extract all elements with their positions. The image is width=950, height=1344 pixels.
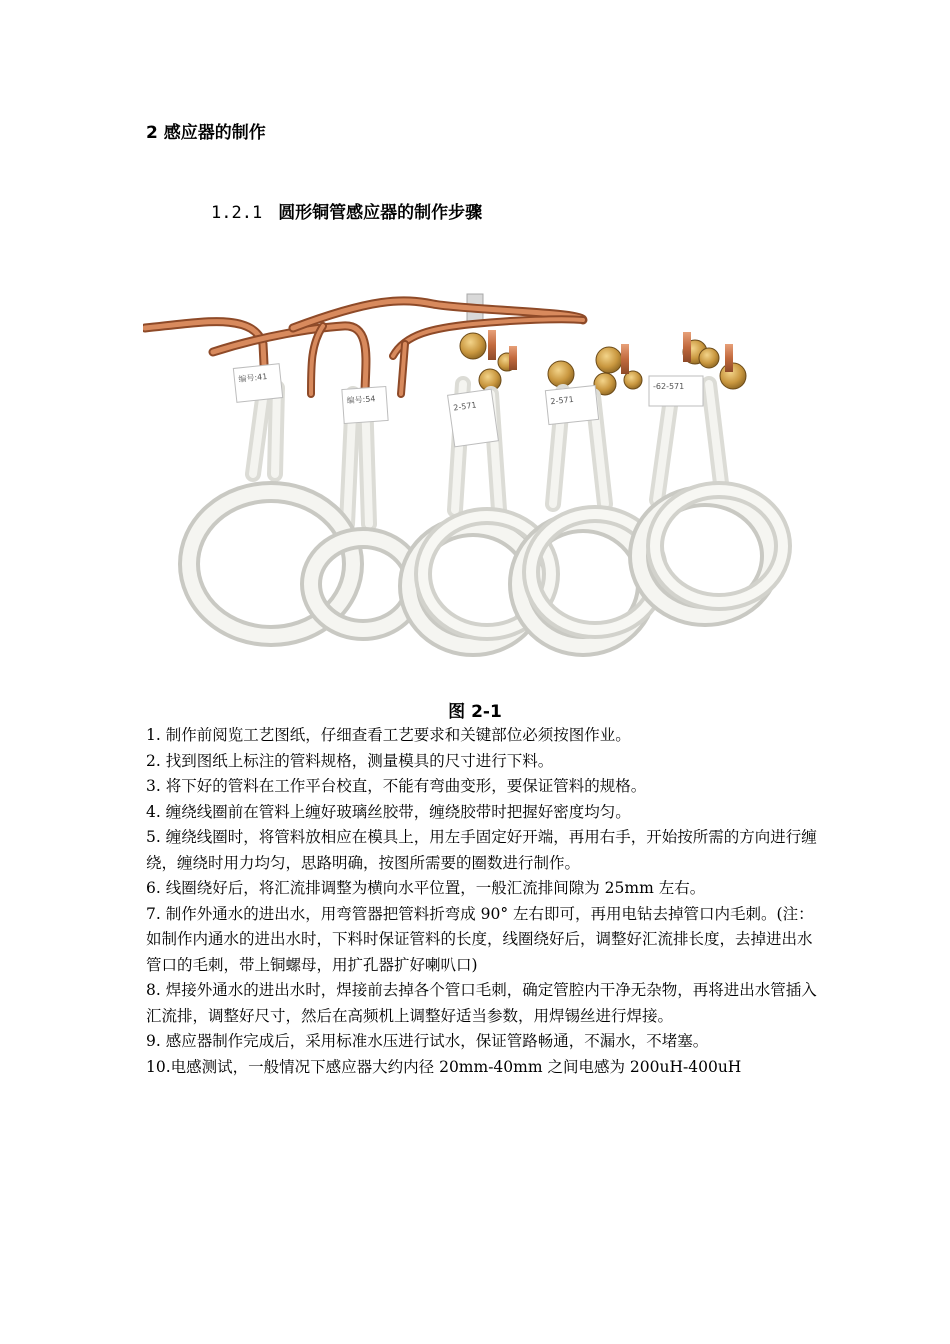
coil-label: 2-571: [452, 400, 478, 413]
section-heading: 2 感应器的制作: [146, 123, 266, 143]
coil-label: 2-571: [550, 394, 575, 407]
step-item: 3. 将下好的管料在工作平台校直，不能有弯曲变形，要保证管料的规格。: [146, 777, 647, 795]
coil-label: 编号:41: [238, 372, 268, 384]
step-item: 8. 焊接外通水的进出水时，焊接前去掉各个管口毛刺，确定管腔内干净无杂物，再将进出水管插入汇流排，调整好尺寸，然后在高频机上调整好适当参数，用焊锡丝进行焊接。: [146, 981, 817, 1025]
step-item: 1. 制作前阅览工艺图纸，仔细查看工艺要求和关键部位必须按图作业。: [146, 726, 631, 744]
coil-label: 编号:54: [346, 394, 376, 406]
step-item: 5. 缠绕线圈时，将管料放相应在模具上，用左手固定好开端，再用右手，开始按所需的方向进行缠绕，缠绕时用力均匀，思路明确，按图所需要的圈数进行制作。: [146, 828, 817, 872]
step-item: 6. 线圈绕好后，将汇流排调整为横向水平位置，一般汇流排间隙为 25mm 左右。: [146, 879, 706, 897]
step-item: 7. 制作外通水的进出水，用弯管器把管料折弯成 90° 左右即可，再用电钻去掉管口内毛刺。(注：如制作内通水的进出水时，下料时保证管料的长度，线圈绕好后，调整好汇流排长度，去掉进出水管口的毛刺，带上铜螺母，用扩孔器扩好喇叭口): [146, 904, 814, 974]
step-item: 9. 感应器制作完成后，采用标准水压进行试水，保证管路畅通，不漏水，不堵塞。: [146, 1032, 709, 1050]
figure-caption: 图 2-1: [448, 702, 502, 722]
coil-label: -62-571: [653, 382, 685, 391]
subsection-heading: [211, 198, 482, 223]
subsection-title: 圆形铜管感应器的制作步骤: [278, 203, 483, 223]
step-item: 4. 缠绕线圈前在管料上缠好玻璃丝胶带，缠绕胶带时把握好密度均匀。: [146, 802, 631, 821]
subsection-number: 1.2.1: [211, 203, 263, 223]
step-item: 10.电感测试，一般情况下感应器大约内径 20mm-40mm 之间电感为 200uH-400uH: [146, 1057, 742, 1076]
step-item: 2. 找到图纸上标注的管料规格，测量模具的尺寸进行下料。: [146, 751, 554, 770]
induction-coils-photo: [143, 284, 803, 660]
steps-list: [146, 723, 822, 1080]
